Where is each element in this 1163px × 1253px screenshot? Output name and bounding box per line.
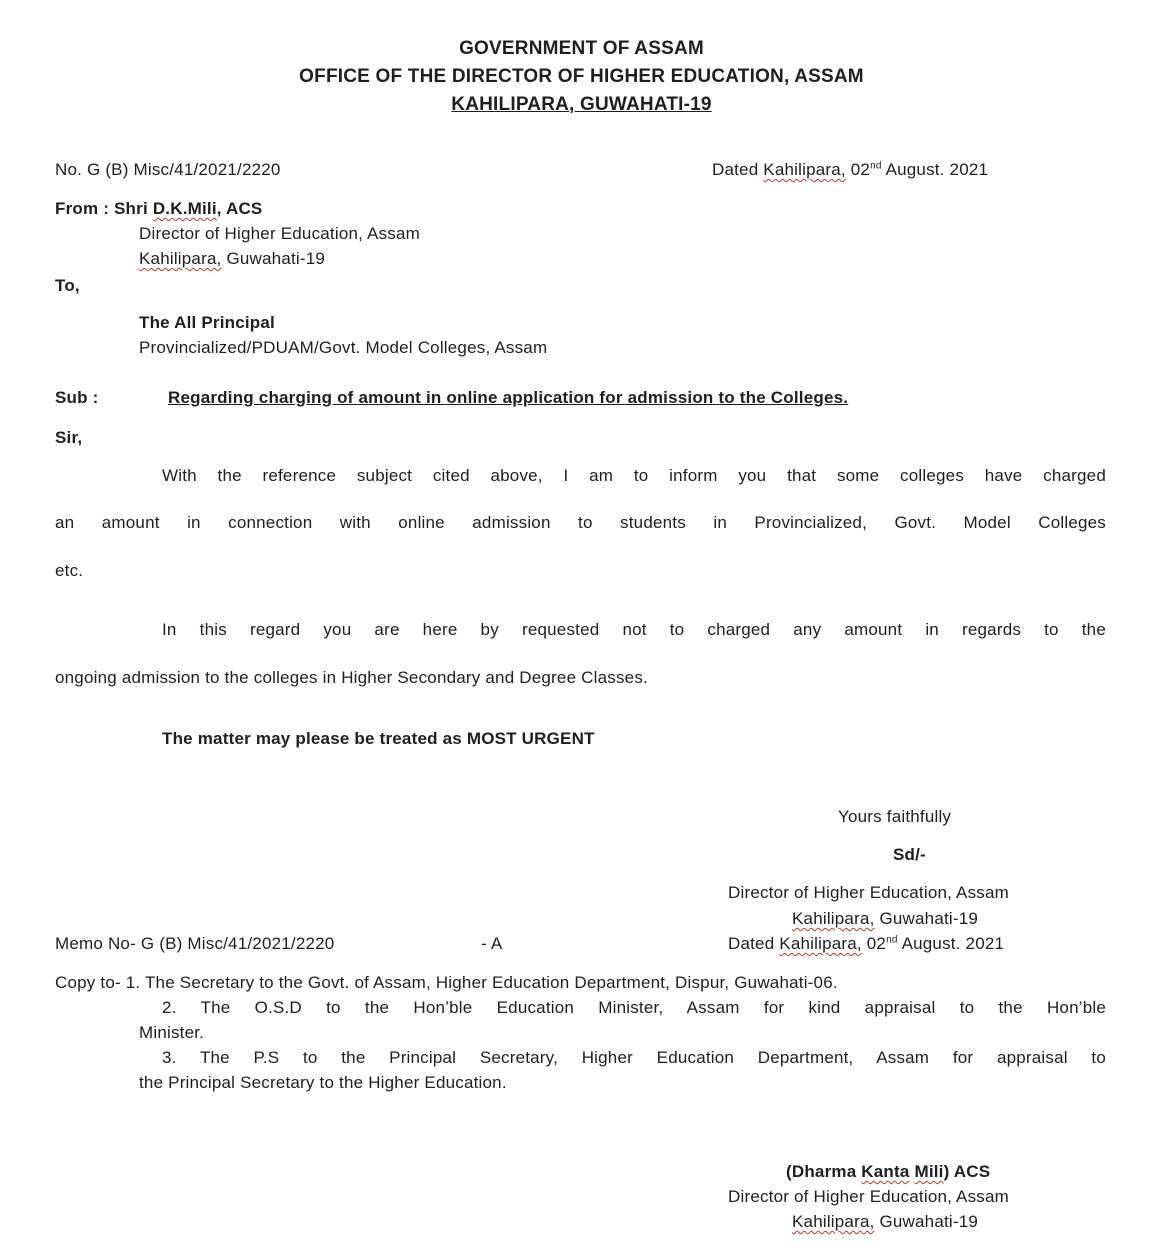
para1-line3: etc. xyxy=(55,561,84,580)
copy-item-1: Copy to- 1. The Secretary to the Govt. of Assam, Higher Education Department, Dispur, Guwahati-06. xyxy=(55,973,838,992)
memo-suffix: - A xyxy=(481,934,503,953)
header-office: OFFICE OF THE DIRECTOR OF HIGHER EDUCATION, ASSAM xyxy=(299,66,864,87)
closing-yours: Yours faithfully xyxy=(838,807,952,826)
closing-designation: Director of Higher Education, Assam xyxy=(728,883,1010,902)
salutation: Sir, xyxy=(55,428,83,447)
para1-line2: an amount in connection with online admission to students in Provincialized, Govt. Model Colleges xyxy=(55,513,1106,532)
signature-name: (Dharma Kanta Mili) ACS xyxy=(786,1162,991,1181)
ref-number: No. G (B) Misc/41/2021/2220 xyxy=(55,160,281,179)
header-address: KAHILIPARA, GUWAHATI-19 xyxy=(451,94,712,115)
para2-line2: ongoing admission to the colleges in Higher Secondary and Degree Classes. xyxy=(55,668,648,687)
header-government: GOVERNMENT OF ASSAM xyxy=(459,38,704,59)
copy-item-2: 2. The O.S.D to the Hon’ble Education Minister, Assam for kind appraisal to the Hon’ble xyxy=(162,998,1106,1017)
signature-designation: Director of Higher Education, Assam xyxy=(728,1187,1010,1206)
from-line: From : Shri D.K.Mili, ACS xyxy=(55,199,263,218)
para1-line1: With the reference subject cited above, I am to inform you that some colleges have charged xyxy=(162,466,1106,485)
copy-item-2-cont: Minister. xyxy=(139,1023,205,1042)
subject-label: Sub : xyxy=(55,388,99,407)
urgent-note: The matter may please be treated as MOST URGENT xyxy=(162,729,595,748)
from-place: Kahilipara, Guwahati-19 xyxy=(139,249,326,268)
memo-date: Dated Kahilipara, 02nd August. 2021 xyxy=(728,934,1005,953)
para2-line1: In this regard you are here by requested not to charged any amount in regards to the xyxy=(162,620,1106,639)
to-label: To, xyxy=(55,276,80,295)
copy-item-3: 3. The P.S to the Principal Secretary, Higher Education Department, Assam for appraisal to xyxy=(162,1048,1106,1067)
closing-sd: Sd/- xyxy=(893,845,926,864)
signature-place: Kahilipara, Guwahati-19 xyxy=(792,1212,979,1231)
memo-number: Memo No- G (B) Misc/41/2021/2220 xyxy=(55,934,335,953)
subject-text: Regarding charging of amount in online application for admission to the Colleges. xyxy=(168,388,849,407)
ref-date: Dated Kahilipara, 02nd August. 2021 xyxy=(712,160,989,179)
closing-place: Kahilipara, Guwahati-19 xyxy=(792,909,979,928)
to-addressee-line2: Provincialized/PDUAM/Govt. Model Colleges, Assam xyxy=(139,338,548,357)
from-designation: Director of Higher Education, Assam xyxy=(139,224,421,243)
copy-item-3-cont: the Principal Secretary to the Higher Education. xyxy=(139,1073,507,1092)
to-addressee: The All Principal xyxy=(139,313,275,332)
